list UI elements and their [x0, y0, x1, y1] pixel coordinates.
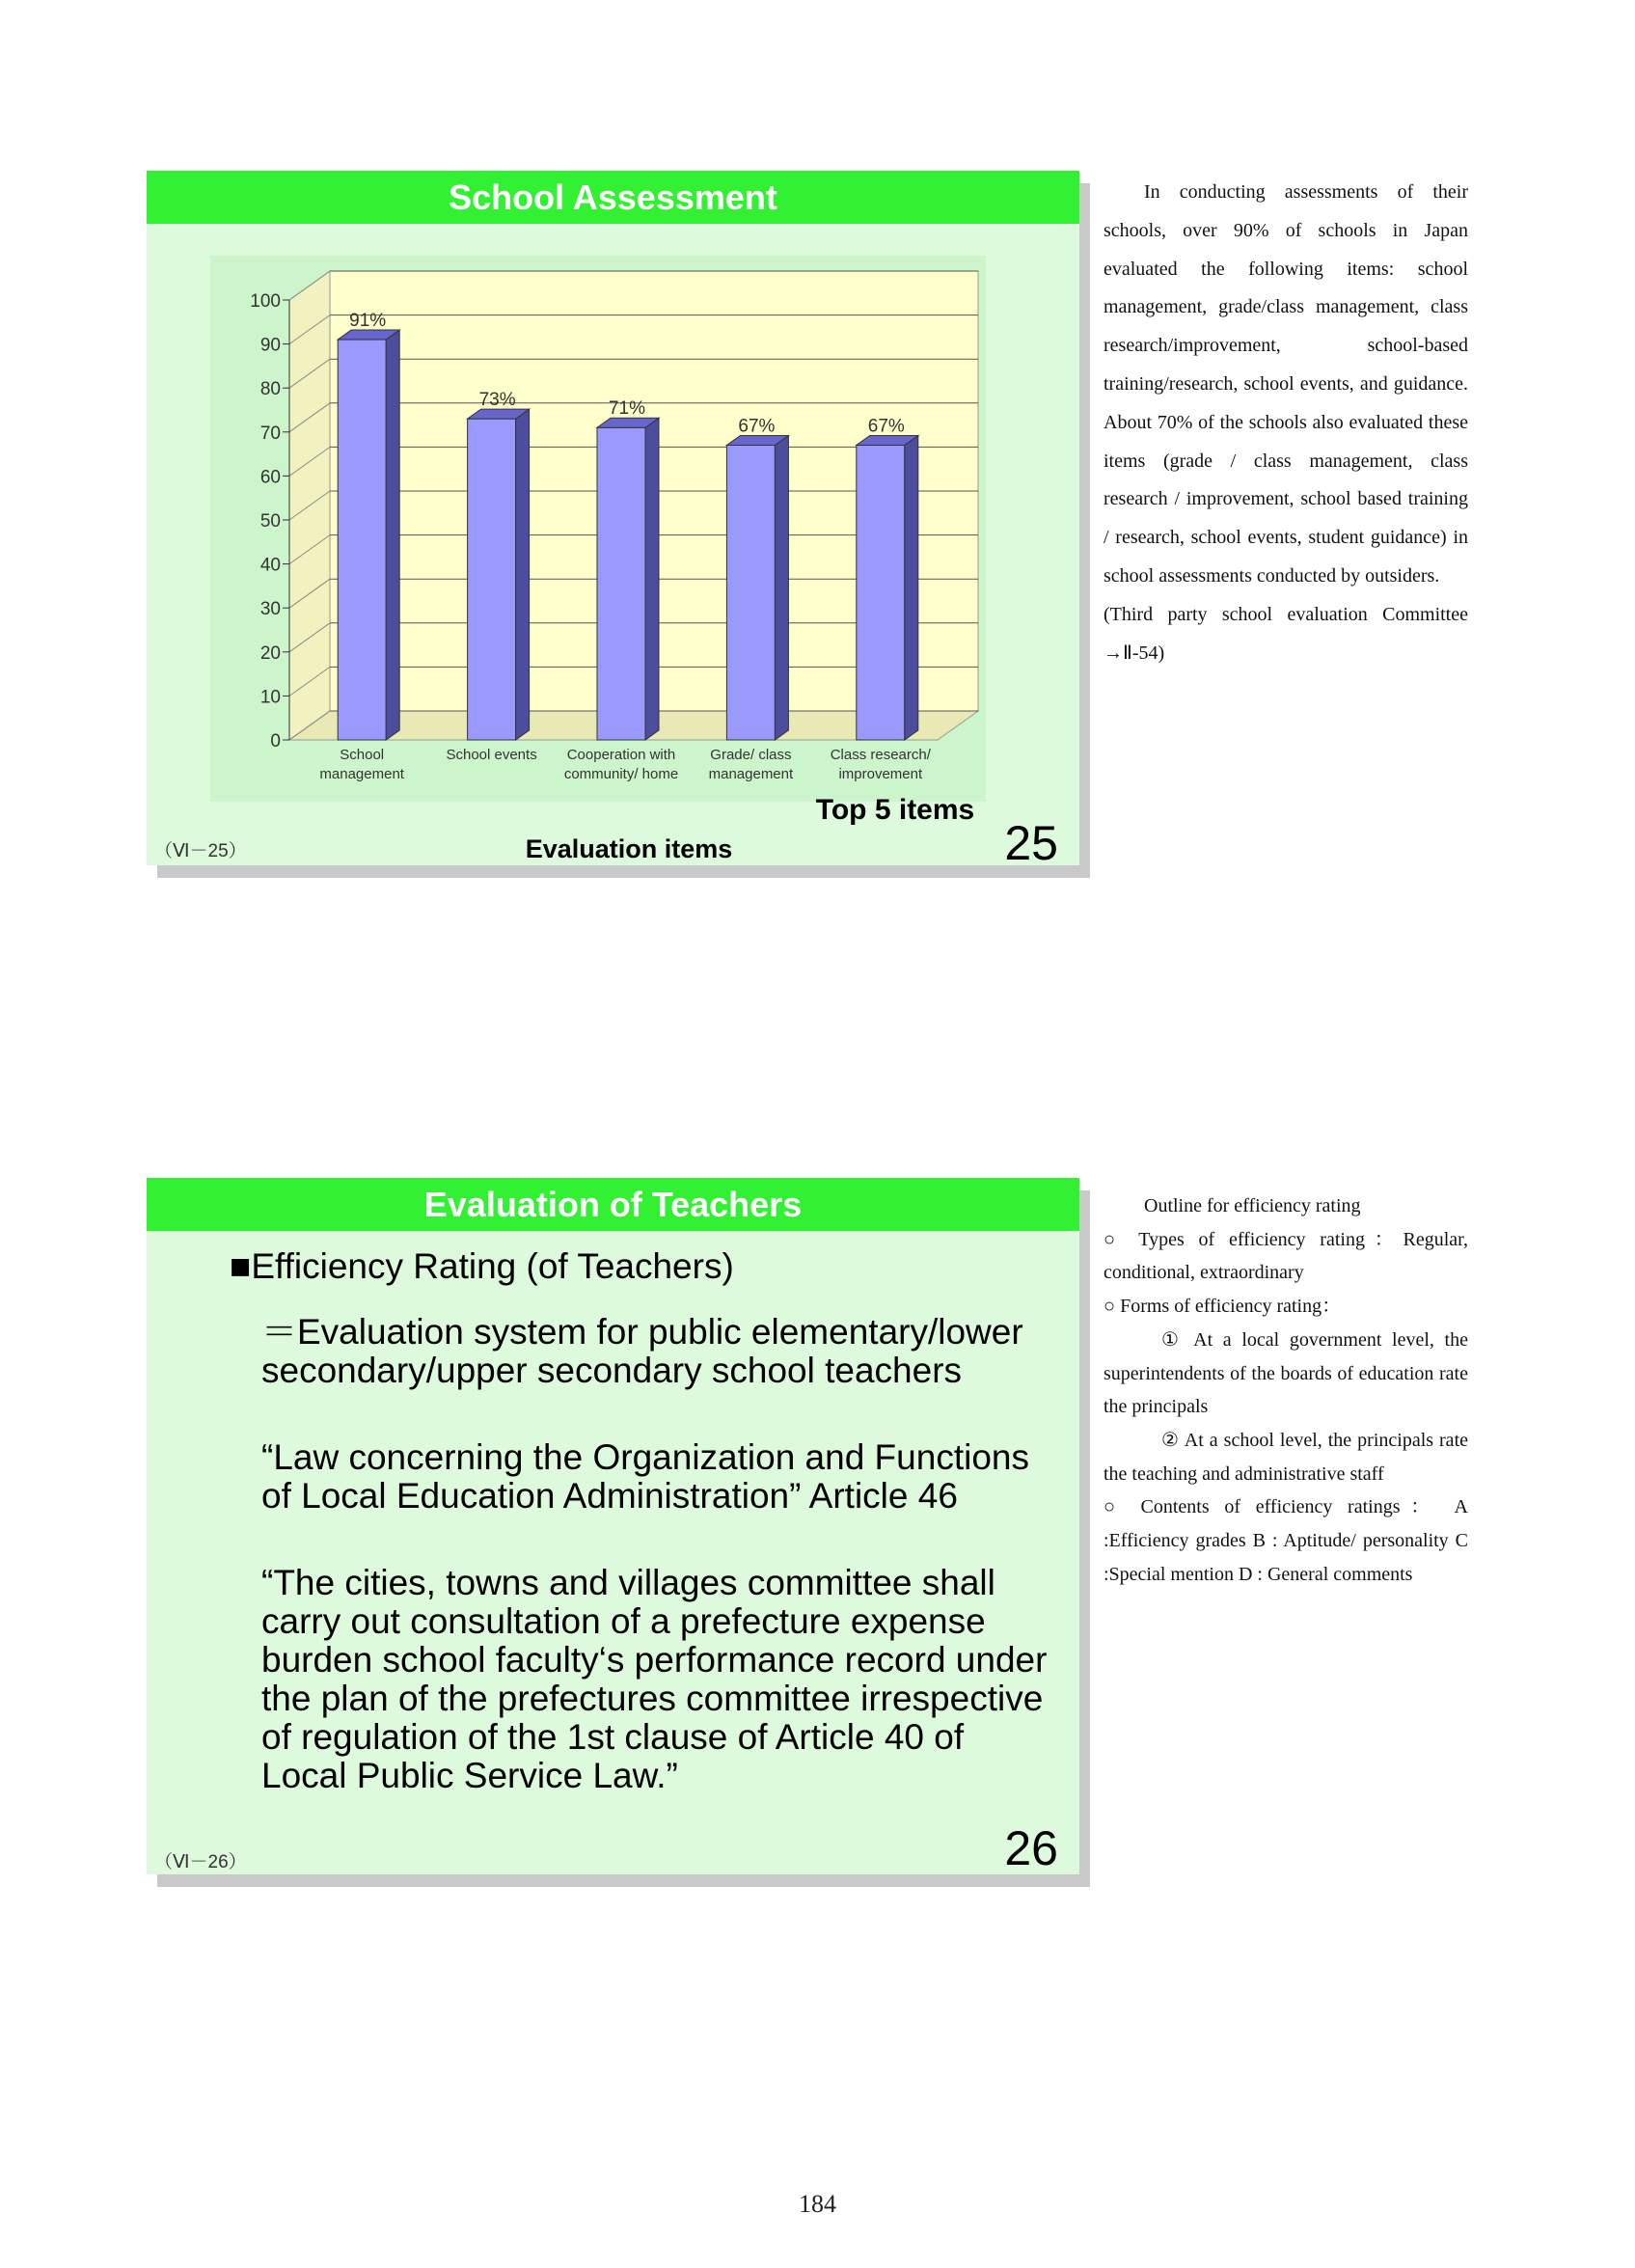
x-tick-label: Grade/ class: [710, 747, 792, 763]
bar-front: [468, 419, 516, 740]
bar-side: [775, 435, 788, 740]
bar-data-label: 67%: [867, 416, 905, 437]
x-axis-label: Evaluation items: [525, 834, 733, 863]
x-tick-label: management: [319, 766, 404, 782]
slide-paragraph-definition: ＝Evaluation system for public elementary/lower secondary/upper secondary school teachers: [261, 1312, 1023, 1390]
slide-reference: （Ⅵ－26）: [154, 1852, 247, 1872]
y-tick-label: 100: [250, 291, 281, 312]
slide-heading: ■Efficiency Rating (of Teachers): [230, 1246, 734, 1286]
y-tick-label: 40: [259, 555, 281, 576]
y-tick-label: 90: [259, 335, 281, 356]
x-tick-label: management: [708, 766, 794, 782]
x-tick-label: Class research/: [830, 747, 931, 763]
x-tick-label: School events: [446, 747, 537, 763]
y-tick-label: 70: [259, 423, 281, 444]
slide-title: School Assessment: [147, 171, 1079, 224]
notes-form-school: ② At a school level, the principals rate the teaching and administrative staff: [1104, 1429, 1468, 1485]
slide-number: 25: [1004, 816, 1058, 870]
bar-data-label: 73%: [478, 390, 516, 411]
notes-title: Outline for efficiency rating: [1144, 1195, 1361, 1216]
bar-side: [386, 330, 399, 740]
bar-chart: [147, 171, 1079, 865]
y-tick-label: 10: [259, 687, 281, 708]
x-tick-label: community/ home: [563, 766, 679, 782]
notes-reference: (Third party school evaluation Committee →Ⅱ-54): [1104, 603, 1468, 664]
y-tick-label: 50: [259, 511, 281, 532]
y-tick-label: 80: [259, 379, 281, 400]
bar-side: [645, 418, 659, 740]
x-tick-label: Cooperation with: [566, 747, 676, 763]
y-tick-label: 0: [270, 731, 281, 751]
bar-front: [726, 445, 775, 740]
y-tick-label: 30: [259, 599, 281, 620]
x-tick-label: improvement: [838, 766, 923, 782]
notes-forms: ○ Forms of efficiency rating：: [1104, 1296, 1342, 1318]
notes-evaluation-of-teachers: [1104, 1189, 1468, 1591]
bar-front: [338, 340, 386, 740]
slide-title: Evaluation of Teachers: [147, 1178, 1079, 1231]
y-tick-label: 60: [259, 467, 281, 488]
notes-form-local: ① At a local government level, the superintendents of the boards of education rate the principals: [1104, 1328, 1468, 1418]
notes-paragraph: In conducting assessments of their schools, over 90% of schools in Japan evaluated the following items: school management, grade/class management, class research/improvement, school-based training/research, school events, and guidance. About 70% of the schools also evaluated these items (grade / class management, class research / improvement, school based training / research, school events, student guidance) in school assessments conducted by outsiders.: [1104, 181, 1468, 587]
bar-data-label: 71%: [608, 398, 646, 420]
notes-types: ○ Types of efficiency rating：Regular, conditional, extraordinary: [1104, 1228, 1468, 1284]
slide-paragraph-law: “Law concerning the Organization and Functions of Local Education Administration” Article 46: [261, 1437, 1029, 1516]
notes-contents: ○ Contents of efficiency ratings： A :Efficiency grades B : Aptitude/ personality C :Special mention D : General comments: [1104, 1496, 1468, 1585]
bar-data-label: 67%: [738, 416, 776, 437]
page-number: 184: [799, 2190, 836, 2218]
notes-school-assessment: [1104, 174, 1468, 672]
y-tick-label: 20: [259, 642, 281, 664]
slide-paragraph-quote: “The cities, towns and villages committee shall carry out consultation of a prefecture expense burden school faculty‘s performance record under the plan of the prefectures committee irrespective of regulation of the 1st clause of Article 40 of Local Public Service Law.”: [261, 1563, 1048, 1795]
bar-side: [905, 435, 918, 740]
chart-annotation: Top 5 items: [815, 794, 975, 826]
slide-evaluation-of-teachers: [147, 1178, 1079, 1874]
slide-reference: （Ⅵ－25）: [154, 841, 247, 861]
bar-front: [857, 445, 905, 740]
slide-number: 26: [1004, 1821, 1058, 1875]
bar-front: [597, 427, 645, 740]
slide-school-assessment: [147, 171, 1079, 870]
bar-data-label: 91%: [349, 311, 387, 332]
x-tick-label: School: [340, 747, 385, 763]
bar-side: [516, 409, 530, 740]
